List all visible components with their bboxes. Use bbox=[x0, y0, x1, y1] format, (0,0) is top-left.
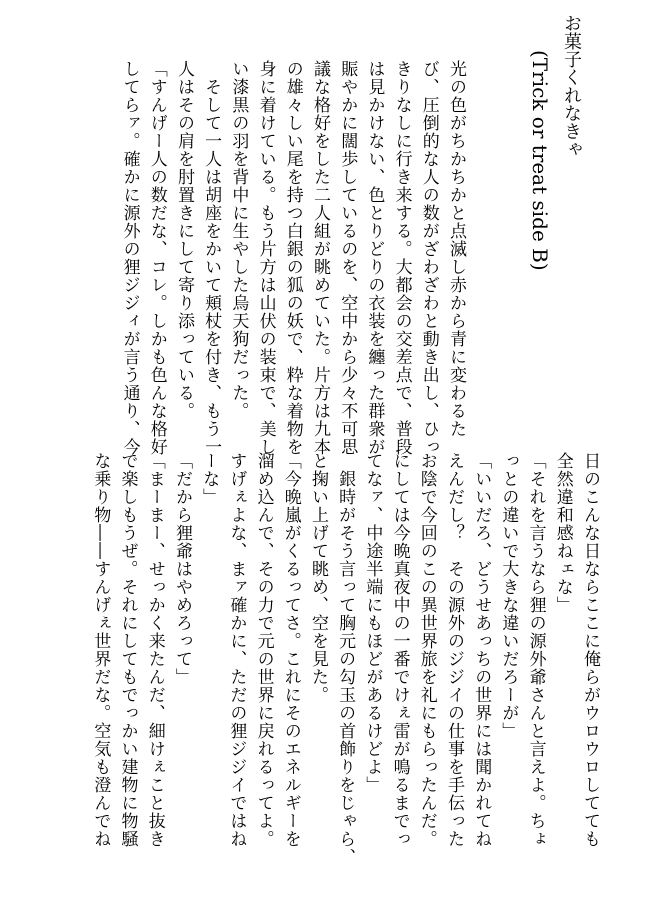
text-line: お陰で今回のこの異世界旅を礼にもらったんだ。 bbox=[416, 452, 437, 848]
text-line: 身に着けている。もう片方は山伏の装束で、美し bbox=[255, 60, 276, 456]
text-line: び、圧倒的な人の数がざわざわと動き出し、ひっ bbox=[418, 60, 439, 456]
text-line: 賑やかに闊歩しているのを、空中から少々不可思 bbox=[337, 60, 358, 456]
text-line: 日のこんな日ならここに俺らがウロウロしてても bbox=[580, 452, 600, 848]
text-line: きりなしに行き来する。大都会の交差点で、普段 bbox=[391, 60, 412, 456]
text-line: ーな」 bbox=[199, 452, 220, 506]
text-line: 人はその肩を肘置きにして寄り添っている。 bbox=[173, 60, 194, 420]
text-line: してらァ。確かに源外の狸ジジィが言う通り、今 bbox=[119, 60, 140, 456]
title-block bbox=[523, 14, 585, 434]
text-line: っとの違いで大きな違いだろーが」 bbox=[498, 452, 519, 740]
text-line: そして一人は胡座をかいて頬杖を付き、もう一 bbox=[201, 60, 222, 456]
text-line: えんだし？ その源外のジジイの仕事を手伝った bbox=[443, 452, 464, 848]
text-line: 「だから狸爺はやめろって」 bbox=[171, 452, 192, 686]
text-line: 「いいだろ、どうせあっちの世界には聞かれてね bbox=[471, 452, 492, 848]
text-line: と掬い上げて眺め、空を見た。 bbox=[307, 452, 328, 704]
text-line: の雄々しい尾を持つ白銀の狐の妖で、粋な着物を bbox=[282, 60, 303, 456]
text-line: で楽しもうぜ。それにしてもでっかい建物に物騒 bbox=[117, 452, 138, 848]
text-line: 議な格好をした二人組が眺めていた。片方は九本 bbox=[309, 60, 330, 456]
text-block-bottom bbox=[86, 452, 603, 892]
text-line: な乗り物――すんげぇ世界だな。空気も澄んでね bbox=[90, 452, 111, 848]
text-line: 「それを言うなら狸の源外爺さんと言えよ。ちょ bbox=[525, 452, 546, 848]
text-line: 銀時がそう言って胸元の勾玉の首飾りをじゃら、 bbox=[335, 452, 356, 866]
text-line: すげぇよな、まァ確かに、ただの狸ジジイではね bbox=[226, 452, 247, 848]
text-line: 「まーまー、せっかく来たんだ、細けぇこと抜き bbox=[144, 452, 165, 848]
text-line: にしては今晩真夜中の一番でけぇ雷が鳴るまでっ bbox=[389, 452, 410, 848]
text-line: 「すんげー人の数だな、コレ。しかも色んな格好 bbox=[146, 60, 167, 456]
text-line: てなァ、中途半端にもほどがあるけどよ」 bbox=[362, 452, 383, 794]
text-line: い漆黒の羽を背中に生やした烏天狗だった。 bbox=[228, 60, 249, 420]
text-line: は見かけない、色とりどりの衣装を纏った群衆が bbox=[364, 60, 385, 456]
page-title: お菓子くれなきゃ bbox=[561, 14, 582, 158]
text-line: 全然違和感ねェな」 bbox=[552, 452, 573, 614]
text-line: 光の色がちかちかと点滅し赤から青に変わるた bbox=[446, 60, 466, 438]
text-line: 「今晩嵐がくるってさ。これにそのエネルギーを bbox=[280, 452, 301, 848]
text-line: 溜め込んで、その力で元の世界に戻れるってよ。 bbox=[253, 452, 274, 848]
text-block-top bbox=[115, 60, 469, 456]
page-subtitle: (Trick or treat side B) bbox=[528, 50, 552, 271]
